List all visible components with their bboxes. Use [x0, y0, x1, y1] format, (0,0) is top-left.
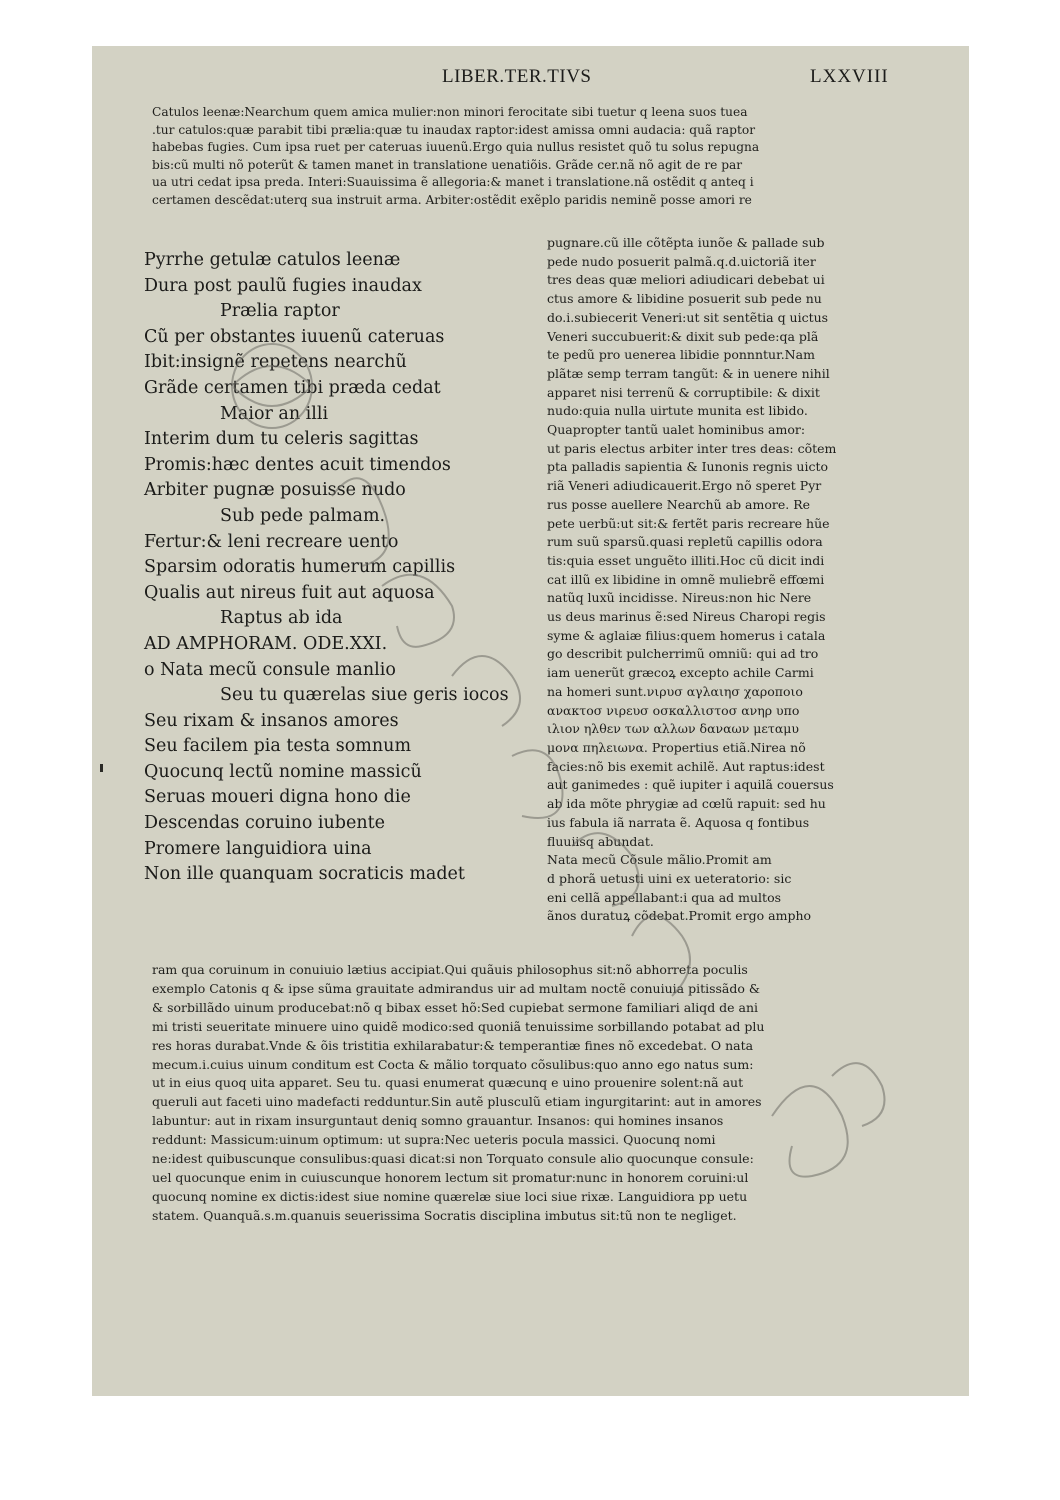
commentary-line: apparet nisi terrenũ & corruptibile: & dixit	[547, 384, 820, 400]
verse-line: Sub pede palmam.	[220, 505, 386, 526]
commentary-line: syme & aglaiæ filius:quem homerus i catala	[547, 627, 826, 643]
running-head: LIBER.TER.TIVS	[442, 66, 592, 87]
commentary-line: pugnare.cũ ille cõtẽpta iunõe & pallade sub	[547, 235, 825, 250]
margin-mark	[100, 764, 103, 772]
commentary-line: na homeri sunt.νιρυσ αγλαιησ χαροποιο	[547, 683, 803, 699]
verse-line: Promis:hæc dentes acuit timendos	[144, 454, 451, 475]
verse-line: Interim dum tu celeris sagittas	[144, 429, 419, 450]
commentary-line: te pedũ pro uenerea libidie ponnntur.Nam	[547, 347, 815, 363]
verse-line: Seu rixam & insanos amores	[144, 710, 399, 731]
verse-column	[144, 248, 509, 888]
commentary-line: statem. Quanquã.s.m.quanuis seuerissima Socratis disciplina imbutus sit:tũ non te negliget.	[152, 1207, 737, 1223]
verse-line: Promere languidiora uina	[144, 838, 372, 859]
commentary-line: cat illũ ex libidine in omnẽ muliebrẽ effœmi	[547, 571, 825, 587]
verse-line: Cũ per obstantes iuuenũ cateruas	[144, 326, 445, 347]
verse-line: Seruas moueri digna hono die	[144, 787, 411, 808]
folio-number: LXXVIII	[810, 66, 889, 87]
commentary-line: d phorã uetusti uini ex ueteratorio: sic	[547, 870, 792, 886]
commentary-line: rum suũ sparsũ.quasi repletũ capillis odora	[547, 534, 823, 550]
commentary-line: rus posse auellere Nearchũ ab amore. Re	[547, 496, 811, 512]
commentary-line: eni cellã appellabant:i qua ad multos	[547, 889, 782, 905]
commentary-line: certamen descẽdat:uterq sua instruit arma. Arbiter:ostẽdit exẽplo paridis neminẽ posse amori re	[152, 192, 752, 207]
commentary-line: Catulos leenæ:Nearchum quem amica mulier:non minori ferocitate sibi tuetur q leena suos tuea	[152, 105, 748, 119]
verse-line: Fertur:& leni recreare uento	[144, 531, 399, 552]
verse-line: Pyrrhe getulæ catulos leenæ	[144, 250, 401, 270]
commentary-line: ius fabula iã narrata ẽ. Aquosa q fontibus	[547, 814, 810, 830]
commentary-line: Quapropter tantũ ualet hominibus amor:	[547, 422, 806, 438]
verse-line: Non ille quanquam socraticis madet	[144, 864, 465, 885]
commentary-line: μονα πηλειωνα. Propertius etiã.Nirea nõ	[547, 739, 806, 755]
commentary-line: mecum.i.cuius uinum conditum est Cocta & mãlio torquato cõsulibus:quo anno ego natus sum:	[152, 1056, 754, 1072]
commentary-line: aut ganimedes : quẽ iupiter i aquilã couersus	[547, 777, 834, 793]
verse-line: Ibit:insignẽ repetens nearchũ	[144, 352, 407, 373]
commentary-line: exemplo Catonis q & ipse sũma grauitate admirandus uir ad multam noctẽ conuiuia pitissãdo &	[152, 980, 761, 996]
commentary-top	[152, 104, 952, 210]
verse-line: Raptus ab ida	[220, 608, 343, 629]
commentary-line: ανακτοσ νιρευσ οσκαλλιστοσ ανηρ υπο	[547, 702, 800, 718]
verse-line: Maior an illi	[220, 403, 329, 424]
verse-line: Qualis aut nireus fuit aut aquosa	[144, 582, 435, 603]
commentary-line: queruli aut faceti uino madefacti redduntur.Sin autẽ plusculũ etiam ingurgitarint: aut in amores	[152, 1094, 762, 1110]
verse-line: Arbiter pugnæ posuisse nudo	[144, 480, 406, 501]
commentary-line: ãnos duratuꝝ cõdebat.Promit ergo ampho	[547, 908, 812, 924]
commentary-line: ut paris electus arbiter inter tres deas: cõtem	[547, 440, 837, 456]
commentary-bottom	[152, 961, 942, 1226]
commentary-line: ctus amore & libidine posuerit sub pede nu	[547, 291, 822, 307]
commentary-line: facies:nõ bis exemit achilẽ. Aut raptus:idest	[547, 758, 825, 774]
commentary-line: plãtæ semp terram tangũt: & in uenere nihil	[547, 365, 830, 381]
commentary-line: ua utri cedat ipsa preda. Interi:Suauissima ẽ allegoria:& manet i translatione.nã ostẽdit q anteq i	[152, 175, 754, 190]
verse-line: Prælia raptor	[220, 301, 340, 322]
commentary-line: pede nudo posuerit palmã.q.d.uictoriã iter	[547, 253, 816, 269]
commentary-line: tis:quia esset unguẽto illiti.Hoc cũ dicit indi	[547, 552, 825, 568]
commentary-line: do.i.subiecerit Veneri:ut sit sentẽtia q uictus	[547, 309, 829, 325]
commentary-line: pta palladis sapientia & Iunonis regnis uicto	[547, 459, 829, 475]
commentary-line: ut in eius quoq uita apparet. Seu tu. quasi enumerat quæcunq e uino prouenire solent:nã aut	[152, 1075, 744, 1091]
commentary-line: labuntur: aut in rixam insurguntaut deniq somno grauantur. Insanos: qui homines insanos	[152, 1113, 724, 1129]
commentary-line: Nata mecũ Cõsule mãlio.Promit am	[547, 852, 772, 868]
commentary-line: nudo:quia nulla uirtute munita est libido.	[547, 403, 808, 419]
verse-line: Sparsim odoratis humerum capillis	[144, 557, 456, 578]
commentary-line: ab ida mõte phrygiæ ad cœlũ rapuit: sed hu	[547, 796, 826, 812]
verse-line: Seu facilem pia testa somnum	[144, 736, 412, 757]
commentary-line: pete uerbũ:ut sit:& fertẽt paris recreare hũe	[547, 515, 830, 531]
verse-line: AD AMPHORAM. ODE.XXI.	[144, 633, 388, 654]
commentary-line: go describit pulcherrimũ omniũ: qui ad tro	[547, 646, 819, 662]
commentary-line: ιλιον ηλθεν των αλλων δαναων μεταμυ	[547, 721, 799, 737]
commentary-line: us deus marinus ẽ:sed Nireus Charopi regis	[547, 609, 826, 625]
commentary-line: reddunt: Massicum:uinum optimum: ut supra:Nec ueteris pocula massici. Quocunq nomi	[152, 1132, 716, 1148]
verse-line: Grãde certamen tibi præda cedat	[144, 377, 441, 398]
commentary-line: Veneri succubuerit:& dixit sub pede:qa plã	[547, 328, 819, 344]
verse-line: Seu tu quærelas siue geris iocos	[220, 685, 509, 706]
book-page	[92, 46, 969, 1396]
commentary-line: .tur catulos:quæ parabit tibi prælia:quæ tu inaudax raptor:idest amissa omni audacia: quã raptor	[152, 122, 756, 137]
verse-line: Descendas coruino iubente	[144, 813, 386, 834]
verse-line: Quocunq lectũ nomine massicũ	[144, 761, 422, 782]
commentary-line: riã Veneri adiudicauerit.Ergo nõ speret Pyr	[547, 478, 822, 494]
commentary-line: res horas durabat.Vnde & õis tristitia exhilarabatur:& temperantiæ fines nõ excedebat. O nata	[152, 1037, 754, 1053]
commentary-line: mi tristi seueritate minuere uino quidẽ modico:sed quoniã tenuissime sorbillando potabat ad plu	[152, 1018, 765, 1034]
verse-line: Dura post paulũ fugies inaudax	[144, 275, 422, 296]
commentary-line: iam uenerũt græcoꝝ excepto achile Carmi	[547, 665, 814, 681]
verse-line: o Nata mecũ consule manlio	[144, 659, 396, 680]
commentary-line: natũq luxũ incidisse. Nireus:non hic Nere	[547, 590, 812, 606]
commentary-line: & sorbillãdo uinum producebat:nõ q bibax esset hõ:Sed cupiebat sermone familiari aliqd de ani	[152, 999, 759, 1015]
commentary-line: bis:cũ multi nõ poterũt & tamen manet in translatione uenatiõis. Grãde cer.nã nõ agit de re par	[152, 157, 743, 172]
commentary-right	[547, 234, 892, 926]
commentary-line: habebas fugies. Cum ipsa ruet per cateruas iuuenũ.Ergo quia nullus resistet quõ tu solus repugna	[152, 140, 760, 155]
commentary-line: fluuiisq abundat.	[547, 833, 654, 849]
commentary-line: quocunq nomine ex dictis:idest siue nomine quærelæ siue loci siue rixæ. Languidiora pp uetu	[152, 1188, 748, 1204]
commentary-line: ne:idest quibuscunque consulibus:quasi dicat:si non Torquato consule alio quocunque consule:	[152, 1151, 754, 1167]
commentary-line: tres deas quæ meliori adiudicari debebat ui	[547, 272, 825, 288]
commentary-line: uel quocunque enim in cuiuscunque honorem lectum sit promatur:nunc in honorem coruini:ul	[152, 1169, 749, 1185]
commentary-line: ram qua coruinum in conuiuio lætius accipiat.Qui quãuis philosophus sit:nõ abhorreta poculis	[152, 962, 748, 977]
